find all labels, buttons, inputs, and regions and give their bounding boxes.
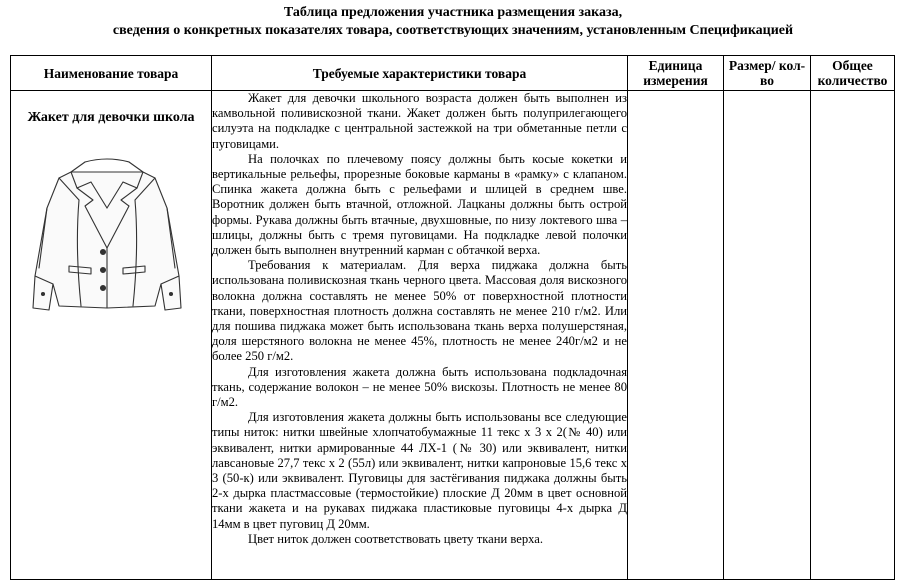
paragraph: Цвет ниток должен соответствовать цвету ткани верха. xyxy=(248,531,544,546)
document-title xyxy=(0,4,906,40)
header-name: Наименование товара xyxy=(11,56,212,91)
table-row xyxy=(11,91,895,580)
title-line-2: сведения о конкретных показателях товара, соответствующих значениям, установленным Спецификацией xyxy=(112,23,794,38)
paragraph: Для изготовления жакета должна быть использована подкладочная ткань, содержание волокон – не менее 50% вискозы. Плотность не менее 80 г/м2. xyxy=(212,364,627,410)
header-size-qty: Размер/ кол-во xyxy=(724,56,811,91)
characteristics-cell xyxy=(212,91,628,580)
size-qty-cell xyxy=(724,91,811,580)
jacket-sketch-icon xyxy=(19,148,195,316)
paragraph: На полочках по плечевому поясу должны быть косые кокетки и вертикальные рельефы, прорезные боковые карманы в «рамку» с клапаном. Спинка жакета должна быть с рельефами и шлицей в среднем шве. Воротник должен быть втачной, отложной. Лацканы должны быть острой формы. Рукава должны быть втачные, двухшовные, по низу локтевого шва – шлицы, должны быть с тремя пуговицами. На подкладке левой полочки должен быть выполнен внутренний карман с обтачкой верха. xyxy=(212,151,627,258)
paragraph: Жакет для девочки школьного возраста должен быть выполнен из камвольной поливискозной ткани. Жакет должен быть полуприлегающего силуэта на подкладке с центральной застежкой на три обметанные петли с пуговицами. xyxy=(212,91,627,151)
header-unit: Единица измерения xyxy=(628,56,724,91)
header-characteristics: Требуемые характеристики товара xyxy=(212,56,628,91)
paragraph: Для изготовления жакета должны быть использованы все следующие типы ниток: нитки швейные хлопчатобумажные 11 текс х 3 х 2(№ 40) или эквивалент, нитки армированные 44 ЛХ-1 (№ 30) или эквивалент, нитки лавсановые 27,7 текс х 2 (55л) или эквивалент, нитки капроновые 15,6 текс х 3 (50-к) или эквивалент. Пуговицы для застёгивания пиджака должны быть 2-х дырка пластмассовые (термостойкие) плоские Д 20мм в цвет основной ткани жакета и на рукавах пиджака пластиковые пуговицы 4-х дырка Д 14мм в цвет пуговиц Д 20мм. xyxy=(212,410,627,531)
total-cell xyxy=(811,91,895,580)
title-line-1: Таблица предложения участника размещения заказа, xyxy=(283,5,623,20)
table-header-row xyxy=(11,56,895,91)
unit-cell xyxy=(628,91,724,580)
product-cell xyxy=(11,91,212,580)
specification-table xyxy=(10,55,895,580)
product-name: Жакет для девочки школа xyxy=(27,110,195,125)
header-total: Общее количество xyxy=(811,56,895,91)
paragraph: Требования к материалам. Для верха пиджака должна быть использована поливискозная ткань черного цвета. Массовая доля вискозного волокна должна составлять не менее 50% от поверхностной плотности ткани, поверхностная плотность должна составлять не менее 210 г/м2. Или для пошива пиджака может быть использована ткань верха полушерстяная, доля шерстяного волокна не менее 45%, плотность не менее 240г/м2 и не более 250 г/м2. xyxy=(212,258,627,364)
